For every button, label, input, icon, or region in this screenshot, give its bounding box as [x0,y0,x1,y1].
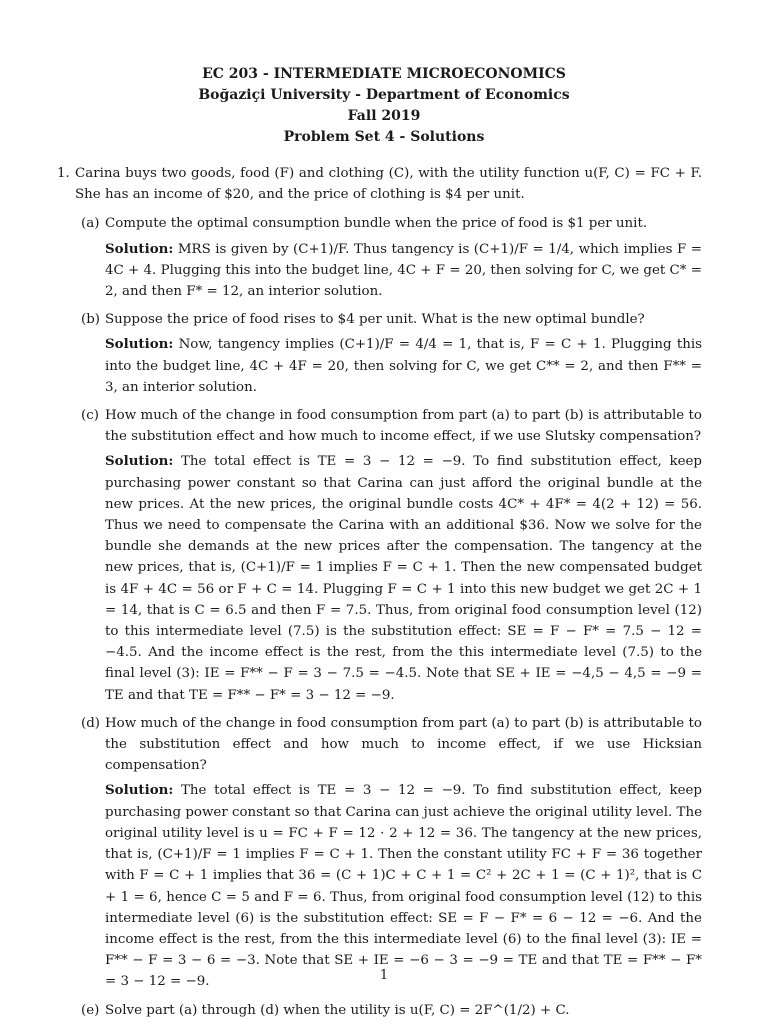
part-question: How much of the change in food consumption from part (a) to part (b) is attributable to the substitution effect and how much to income effect, if we use Hicksian compensation? [105,715,702,774]
problem-1 [57,163,702,1028]
part-question: Solve part (a) through (d) when the utility is u(F, C) = 2F^(1/2) + C. [105,1002,570,1018]
part-solution [105,239,702,303]
page-number: 1 [379,968,389,983]
part-question: Suppose the price of food rises to $4 per unit. What is the new optimal bundle? [105,312,645,328]
university-name: Boğaziçi University - Department of Economics [198,87,570,103]
solution-text: Now, tangency implies (C+1)/F = 4/4 = 1, that is, F = C + 1. Plugging this into the budget line, 4C + 4F = 20, then solving for C, we get C** = 2, and then F** = 3, an interior solution. [105,337,702,395]
part-question: Compute the optimal consumption bundle when the price of food is $1 per unit. [105,216,648,232]
part-a [81,213,702,302]
part-c [81,405,702,706]
part-solution [105,780,702,992]
problem-intro: Carina buys two goods, food (F) and clothing (C), with the utility function u(F, C) = FC + F. She has an income of $20, and the price of clothing is $4 per unit. [75,166,702,203]
part-label: (e) [81,1002,100,1018]
part-solution [105,334,702,398]
document-header [0,64,768,148]
part-label: (d) [81,715,101,731]
part-label: (c) [81,408,99,424]
course-title: EC 203 - INTERMEDIATE MICROECONOMICS [202,66,566,82]
part-label: (a) [81,216,100,232]
part-d [81,713,702,993]
solution-label: Solution: [105,453,174,470]
solution-label: Solution: [105,782,174,799]
document-title: Problem Set 4 - Solutions [283,129,485,145]
term: Fall 2019 [347,108,421,124]
part-solution [105,451,702,705]
part-e [81,1000,702,1021]
solution-label: Solution: [105,336,174,353]
solution-text: MRS is given by (C+1)/F. Thus tangency is (C+1)/F = 1/4, which implies F = 4C + 4. Plugging this into the budget line, 4C + F = 20, then solving for C, we get C* = 2, and then F* = 12, an interior solution. [105,241,702,300]
solution-text: The total effect is TE = 3 − 12 = −9. To find substitution effect, keep purchasing power constant so that Carina can just afford the original bundle at the new prices. At the new prices, the original bundle costs 4C* + 4F* = 4(2 + 12) = 56. Thus we need to compensate the Carina with an additional $36. Now we solve for the bundle she demands at the new prices after the compensation. The tangency at the new prices, that is, (C+1)/F = 1 implies F = C + 1. Then the new compensated budget is 4F + 4C = 56 or F + C = 14. Plugging F = C + 1 into this new budget we get 2C + 1 = 14, that is C = 6.5 and then F = 7.5. Thus, from original food consumption level (12) to this intermediate level (7.5) is the substitution effect: SE = F − F* = 7.5 − 12 = −4.5. And the income effect is the rest, from the this intermediate level (7.5) to the final level (3): IE = F** − F = 3 − 7.5 = −4.5. Note that SE + IE = −4,5 − 4,5 = −9 = TE and that TE = F** − F* = 3 − 12 = −9. [105,454,702,703]
problem-number: 1. [57,166,70,181]
solution-text: The total effect is TE = 3 − 12 = −9. To find substitution effect, keep purchasing power constant so that Carina can just achieve the original utility level. The original utility level is u = FC + F = 12 · 2 + 12 = 36. The tangency at the new prices, that is, (C+1)/F = 1 implies F = C + 1. Then the constant utility FC + F = 36 together with F = C + 1 implies that 36 = (C + 1)C + C + 1 = C² + 2C + 1 = (C + 1)², that is C + 1 = 6, hence C = 5 and F = 6. Thus, from original food consumption level (12) to this intermediate level (6) is the substitution effect: SE = F − F* = 6 − 12 = −6. And the income effect is the rest, from the this intermediate level (6) to the final level (3): IE = F** − F = 3 − 6 = −3. Note that SE + IE = −6 − 3 = −9 = TE and that TE = F** − F* = 3 − 12 = −9. [105,783,702,990]
part-label: (b) [81,312,101,328]
solution-label: Solution: [105,240,174,257]
problem-parts [81,213,702,1020]
part-b [81,309,702,398]
part-question: How much of the change in food consumption from part (a) to part (b) is attributable to the substitution effect and how much to income effect, if we use Slutsky compensation? [105,408,702,445]
